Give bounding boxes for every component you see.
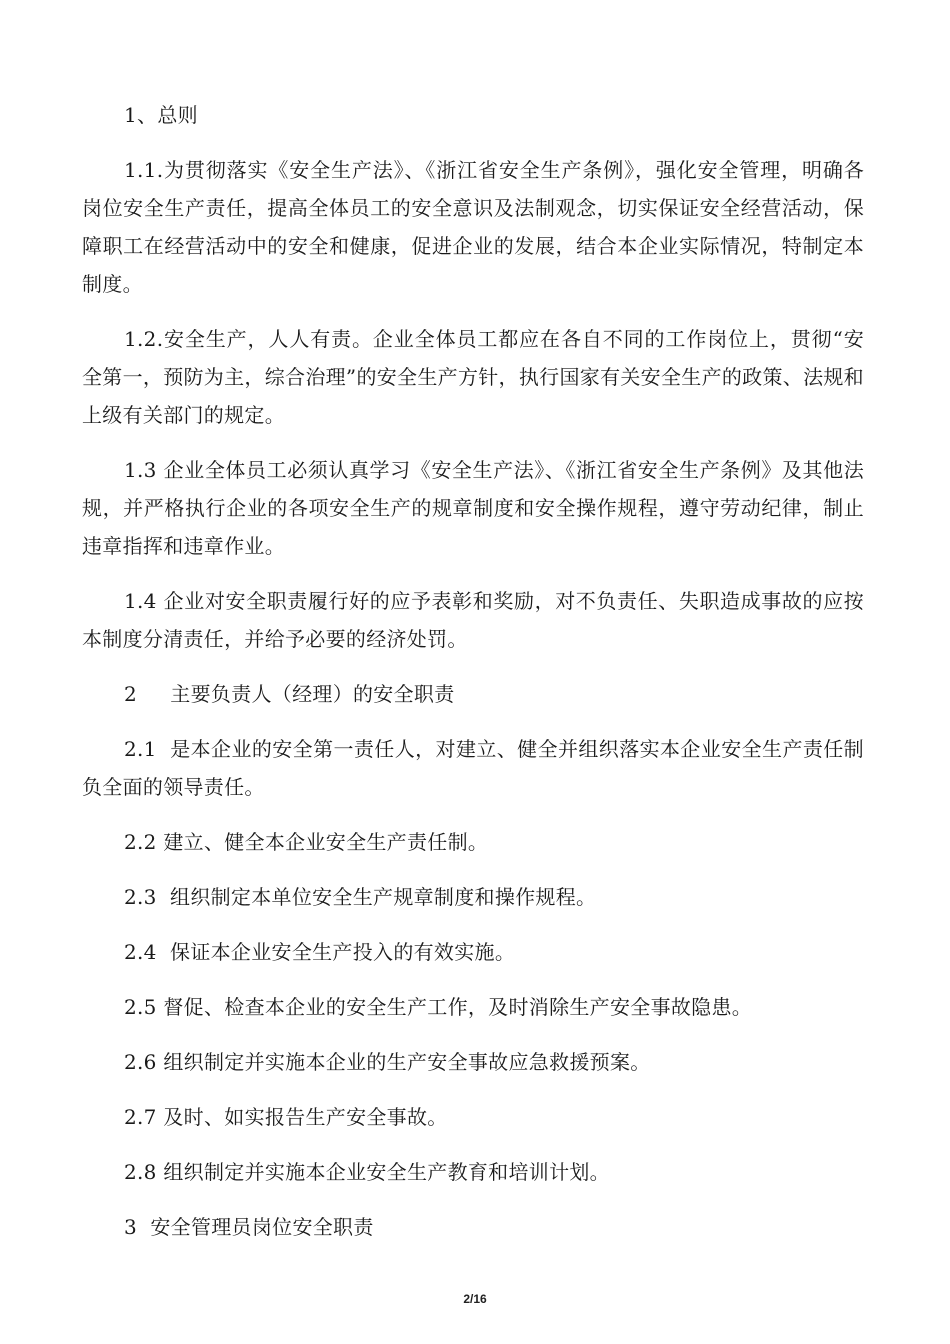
page-number: 2/16 xyxy=(463,1292,487,1306)
paragraph-1-1: 1.1.为贯彻落实《安全生产法》、《浙江省安全生产条例》，强化安全管理，明确各岗位安全生产责任，提高全体员工的安全意识及法制观念，切实保证安全经营活动，保障职工在经营活动中的安全和健康，促进企业的发展，结合本企业实际情况，特制定本制度。 xyxy=(82,158,864,296)
document-body xyxy=(82,96,864,1263)
paragraph-2-6: 2.6 组织制定并实施本企业的生产安全事故应急救援预案。 xyxy=(124,1050,651,1074)
section-heading-general: 1、总则 xyxy=(124,103,198,127)
paragraph-2-2: 2.2 建立、健全本企业安全生产责任制。 xyxy=(124,830,489,854)
paragraph-1-4: 1.4 企业对安全职责履行好的应予表彰和奖励，对不负责任、失职造成事故的应按本制度分清责任，并给予必要的经济处罚。 xyxy=(82,589,864,651)
paragraph-2-4: 2.4 保证本企业安全生产投入的有效实施。 xyxy=(124,940,516,964)
paragraph-2-1: 2.1 是本企业的安全第一责任人，对建立、健全并组织落实本企业安全生产责任制负全面的领导责任。 xyxy=(82,737,864,799)
paragraph-2-7: 2.7 及时、如实报告生产安全事故。 xyxy=(124,1105,448,1129)
paragraph-1-2: 1.2.安全生产，人人有责。企业全体员工都应在各自不同的工作岗位上，贯彻“安全第一，预防为主，综合治理”的安全生产方针，执行国家有关安全生产的政策、法规和上级有关部门的规定。 xyxy=(82,327,864,427)
section-heading-manager-duties: 2 主要负责人（经理）的安全职责 xyxy=(124,682,455,706)
section-heading-safety-officer-duties: 3 安全管理员岗位安全职责 xyxy=(124,1215,374,1239)
paragraph-2-8: 2.8 组织制定并实施本企业安全生产教育和培训计划。 xyxy=(124,1160,610,1184)
paragraph-2-5: 2.5 督促、检查本企业的安全生产工作，及时消除生产安全事故隐患。 xyxy=(124,995,753,1019)
paragraph-1-3: 1.3 企业全体员工必须认真学习《安全生产法》、《浙江省安全生产条例》及其他法规，并严格执行企业的各项安全生产的规章制度和安全操作规程，遵守劳动纪律，制止违章指挥和违章作业。 xyxy=(82,458,864,558)
paragraph-2-3: 2.3 组织制定本单位安全生产规章制度和操作规程。 xyxy=(124,885,597,909)
